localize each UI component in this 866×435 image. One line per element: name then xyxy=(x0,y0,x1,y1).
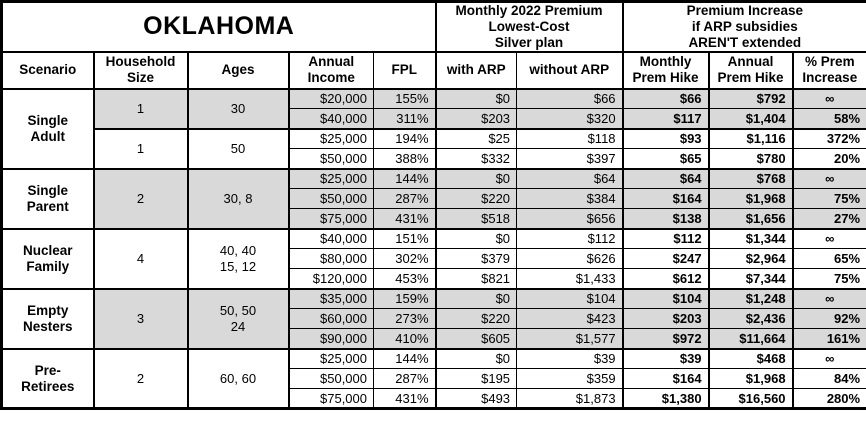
cell-pct-prem-increase: 65% xyxy=(793,249,866,269)
cell-with-arp: $332 xyxy=(436,149,517,169)
cell-with-arp: $493 xyxy=(436,389,517,409)
cell-annual-prem-hike: $1,968 xyxy=(709,189,793,209)
cell-annual-prem-hike: $792 xyxy=(709,89,793,109)
cell-annual-prem-hike: $1,404 xyxy=(709,109,793,129)
cell-annual-income: $50,000 xyxy=(289,189,374,209)
cell-with-arp: $0 xyxy=(436,169,517,189)
cell-ages: 40, 40 15, 12 xyxy=(188,229,289,289)
cell-pct-prem-increase: 27% xyxy=(793,209,866,229)
cell-without-arp: $1,873 xyxy=(517,389,623,409)
cell-annual-prem-hike: $7,344 xyxy=(709,269,793,289)
cell-annual-prem-hike: $16,560 xyxy=(709,389,793,409)
cell-fpl: 144% xyxy=(374,169,436,189)
section-header-premium-plan: Monthly 2022 Premium Lowest-Cost Silver plan xyxy=(436,2,623,52)
cell-scenario: Pre- Retirees xyxy=(2,349,94,409)
col-header-scenario: Scenario xyxy=(2,52,94,89)
table-row xyxy=(2,289,866,309)
cell-without-arp: $359 xyxy=(517,369,623,389)
col-header-household-size: Household Size xyxy=(94,52,188,89)
cell-monthly-prem-hike: $247 xyxy=(623,249,709,269)
table-row xyxy=(2,229,866,249)
cell-annual-income: $75,000 xyxy=(289,389,374,409)
cell-without-arp: $397 xyxy=(517,149,623,169)
cell-monthly-prem-hike: $972 xyxy=(623,329,709,349)
cell-monthly-prem-hike: $164 xyxy=(623,189,709,209)
cell-ages: 60, 60 xyxy=(188,349,289,409)
cell-pct-prem-increase: 84% xyxy=(793,369,866,389)
cell-with-arp: $220 xyxy=(436,309,517,329)
cell-with-arp: $195 xyxy=(436,369,517,389)
cell-monthly-prem-hike: $65 xyxy=(623,149,709,169)
cell-without-arp: $1,433 xyxy=(517,269,623,289)
cell-annual-income: $90,000 xyxy=(289,329,374,349)
cell-pct-prem-increase: 20% xyxy=(793,149,866,169)
cell-annual-prem-hike: $1,248 xyxy=(709,289,793,309)
cell-pct-prem-increase: 92% xyxy=(793,309,866,329)
section-header-premium-increase: Premium Increase if ARP subsidies AREN'T extended xyxy=(623,2,866,52)
cell-pct-prem-increase: 280% xyxy=(793,389,866,409)
col-header-ages: Ages xyxy=(188,52,289,89)
cell-annual-income: $50,000 xyxy=(289,369,374,389)
cell-annual-income: $120,000 xyxy=(289,269,374,289)
cell-with-arp: $0 xyxy=(436,289,517,309)
cell-annual-prem-hike: $768 xyxy=(709,169,793,189)
cell-pct-prem-increase: 58% xyxy=(793,109,866,129)
table-row xyxy=(2,89,866,109)
cell-annual-prem-hike: $780 xyxy=(709,149,793,169)
cell-scenario: Empty Nesters xyxy=(2,289,94,349)
cell-ages: 50 xyxy=(188,129,289,169)
cell-without-arp: $320 xyxy=(517,109,623,129)
cell-with-arp: $0 xyxy=(436,89,517,109)
cell-annual-prem-hike: $1,344 xyxy=(709,229,793,249)
col-header-annual-prem-hike: Annual Prem Hike xyxy=(709,52,793,89)
col-header-monthly-prem-hike: Monthly Prem Hike xyxy=(623,52,709,89)
cell-household-size: 2 xyxy=(94,349,188,409)
cell-monthly-prem-hike: $612 xyxy=(623,269,709,289)
cell-pct-prem-increase: 372% xyxy=(793,129,866,149)
cell-monthly-prem-hike: $164 xyxy=(623,369,709,389)
cell-annual-income: $25,000 xyxy=(289,169,374,189)
cell-without-arp: $64 xyxy=(517,169,623,189)
cell-annual-income: $35,000 xyxy=(289,289,374,309)
cell-scenario: Single Adult xyxy=(2,89,94,169)
cell-with-arp: $821 xyxy=(436,269,517,289)
cell-monthly-prem-hike: $112 xyxy=(623,229,709,249)
table-row xyxy=(2,129,866,149)
cell-without-arp: $39 xyxy=(517,349,623,369)
cell-fpl: 287% xyxy=(374,369,436,389)
cell-ages: 30, 8 xyxy=(188,169,289,229)
col-header-without-arp: without ARP xyxy=(517,52,623,89)
cell-ages: 30 xyxy=(188,89,289,129)
table-row xyxy=(2,349,866,369)
cell-household-size: 2 xyxy=(94,169,188,229)
cell-with-arp: $0 xyxy=(436,229,517,249)
col-header-fpl: FPL xyxy=(374,52,436,89)
cell-annual-prem-hike: $2,964 xyxy=(709,249,793,269)
cell-fpl: 144% xyxy=(374,349,436,369)
cell-annual-income: $80,000 xyxy=(289,249,374,269)
cell-without-arp: $626 xyxy=(517,249,623,269)
cell-fpl: 311% xyxy=(374,109,436,129)
cell-fpl: 155% xyxy=(374,89,436,109)
cell-annual-prem-hike: $1,656 xyxy=(709,209,793,229)
table-row xyxy=(2,169,866,189)
cell-household-size: 1 xyxy=(94,89,188,129)
cell-fpl: 388% xyxy=(374,149,436,169)
cell-with-arp: $605 xyxy=(436,329,517,349)
cell-fpl: 151% xyxy=(374,229,436,249)
cell-annual-income: $75,000 xyxy=(289,209,374,229)
cell-fpl: 431% xyxy=(374,209,436,229)
col-header-annual-income: Annual Income xyxy=(289,52,374,89)
cell-monthly-prem-hike: $39 xyxy=(623,349,709,369)
cell-annual-income: $40,000 xyxy=(289,229,374,249)
cell-annual-prem-hike: $11,664 xyxy=(709,329,793,349)
cell-scenario: Single Parent xyxy=(2,169,94,229)
cell-annual-income: $25,000 xyxy=(289,129,374,149)
cell-without-arp: $104 xyxy=(517,289,623,309)
cell-annual-income: $20,000 xyxy=(289,89,374,109)
cell-monthly-prem-hike: $203 xyxy=(623,309,709,329)
cell-pct-prem-increase: ∞ xyxy=(793,89,866,109)
cell-with-arp: $379 xyxy=(436,249,517,269)
table-body xyxy=(2,89,866,409)
cell-without-arp: $118 xyxy=(517,129,623,149)
cell-monthly-prem-hike: $1,380 xyxy=(623,389,709,409)
cell-without-arp: $384 xyxy=(517,189,623,209)
cell-pct-prem-increase: ∞ xyxy=(793,229,866,249)
cell-annual-prem-hike: $1,116 xyxy=(709,129,793,149)
cell-pct-prem-increase: 161% xyxy=(793,329,866,349)
cell-fpl: 273% xyxy=(374,309,436,329)
cell-fpl: 453% xyxy=(374,269,436,289)
cell-with-arp: $203 xyxy=(436,109,517,129)
title-row xyxy=(2,2,866,52)
cell-annual-income: $60,000 xyxy=(289,309,374,329)
cell-without-arp: $423 xyxy=(517,309,623,329)
col-header-with-arp: with ARP xyxy=(436,52,517,89)
cell-fpl: 287% xyxy=(374,189,436,209)
cell-household-size: 3 xyxy=(94,289,188,349)
cell-monthly-prem-hike: $117 xyxy=(623,109,709,129)
cell-monthly-prem-hike: $138 xyxy=(623,209,709,229)
cell-with-arp: $0 xyxy=(436,349,517,369)
cell-without-arp: $656 xyxy=(517,209,623,229)
cell-with-arp: $25 xyxy=(436,129,517,149)
col-header-pct-prem-increase: % Prem Increase xyxy=(793,52,866,89)
cell-pct-prem-increase: 75% xyxy=(793,269,866,289)
cell-annual-income: $25,000 xyxy=(289,349,374,369)
cell-pct-prem-increase: 75% xyxy=(793,189,866,209)
cell-pct-prem-increase: ∞ xyxy=(793,169,866,189)
cell-without-arp: $1,577 xyxy=(517,329,623,349)
cell-annual-income: $50,000 xyxy=(289,149,374,169)
cell-without-arp: $66 xyxy=(517,89,623,109)
cell-monthly-prem-hike: $64 xyxy=(623,169,709,189)
cell-with-arp: $518 xyxy=(436,209,517,229)
cell-monthly-prem-hike: $104 xyxy=(623,289,709,309)
cell-without-arp: $112 xyxy=(517,229,623,249)
cell-ages: 50, 50 24 xyxy=(188,289,289,349)
cell-monthly-prem-hike: $93 xyxy=(623,129,709,149)
cell-fpl: 302% xyxy=(374,249,436,269)
cell-pct-prem-increase: ∞ xyxy=(793,349,866,369)
cell-fpl: 159% xyxy=(374,289,436,309)
cell-fpl: 410% xyxy=(374,329,436,349)
cell-scenario: Nuclear Family xyxy=(2,229,94,289)
cell-fpl: 194% xyxy=(374,129,436,149)
cell-with-arp: $220 xyxy=(436,189,517,209)
cell-pct-prem-increase: ∞ xyxy=(793,289,866,309)
cell-household-size: 1 xyxy=(94,129,188,169)
cell-annual-prem-hike: $468 xyxy=(709,349,793,369)
table-title: OKLAHOMA xyxy=(2,2,436,52)
cell-household-size: 4 xyxy=(94,229,188,289)
cell-annual-prem-hike: $1,968 xyxy=(709,369,793,389)
cell-annual-income: $40,000 xyxy=(289,109,374,129)
cell-fpl: 431% xyxy=(374,389,436,409)
cell-annual-prem-hike: $2,436 xyxy=(709,309,793,329)
column-header-row xyxy=(2,52,866,89)
cell-monthly-prem-hike: $66 xyxy=(623,89,709,109)
